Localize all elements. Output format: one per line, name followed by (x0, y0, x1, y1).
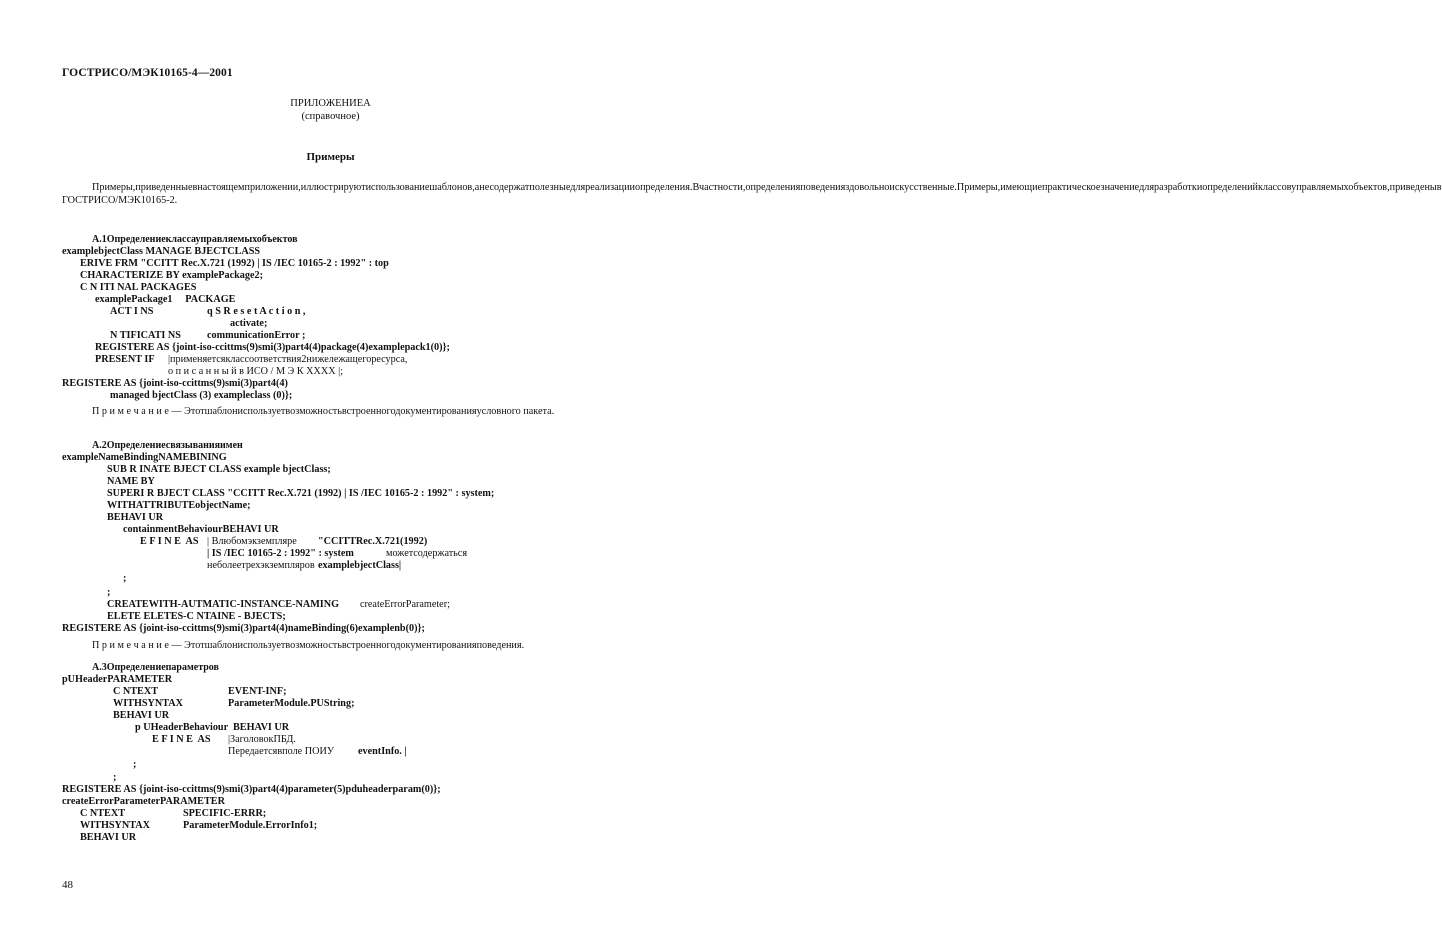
code-line: "CCITTRec.X.721(1992) (318, 536, 428, 547)
code-line: BEHAVI UR (113, 710, 170, 721)
note-a2: П р и м е ч а н и е — Этотшаблониспользуетвозможностьвстроенногодокументированияповедения. (92, 640, 525, 651)
code-line: REGISTERE AS {joint-iso-ccittms(9)smi(3)part4(4) (62, 378, 288, 389)
code-line: E F I N E AS (140, 536, 199, 547)
code-line: createErrorParameter; (360, 599, 450, 610)
code-line: managed bjectClass (3) exampleclass (0)}; (110, 390, 293, 401)
code-line: NAME BY (107, 476, 155, 487)
code-line: |ЗаголовокПБД. (228, 734, 296, 745)
code-line: p UHeaderBehaviour BEHAVI UR (135, 722, 290, 733)
code-line: REGISTERE AS {joint-iso-ccittms(9)smi(3)part4(4)package(4)examplepack1(0)}; (95, 342, 450, 353)
code-line: ; (133, 759, 137, 770)
code-line: BEHAVI UR (107, 512, 164, 523)
code-line: EVENT-INF; (228, 686, 287, 697)
code-line: C NTEXT (113, 686, 159, 697)
code-line: ERIVE FRM "CCITT Rec.X.721 (1992) | IS /IEC 10165-2 : 1992" : top (80, 258, 389, 269)
code-line: containmentBehaviourBEHAVI UR (123, 524, 279, 535)
intro-paragraph: Примеры,приведенныевнастоящемприложении,иллюстрируютиспользованиешаблонов,анесодержатполезныедляреализацииопределения.Вчастности,определенияповеденияздовольноискусственные.Примеры,имеющиепрактическоезначениедляразработкиопределенийклассовуправляемыхобъектов,приведеныв ГОСТРИСО/МЭК10165-2. (62, 182, 1442, 206)
code-line: неболеетрехэкземпляров (207, 560, 315, 571)
code-line: о п и с а н н ы й в ИСО / М Э К ХХХХ |; (168, 366, 344, 377)
code-line: CHARACTERIZE BY examplePackage2; (80, 270, 263, 281)
code-line: ParameterModule.ErrorInfo1; (183, 820, 318, 831)
code-line: WITHATTRIBUTEobjectName; (107, 500, 251, 511)
code-line: |применяетсяклассоответствия2нижележащегоресурса, (168, 354, 408, 365)
code-line: N TIFICATI NS (110, 330, 181, 341)
code-line: examplePackage1 PACKAGE (95, 294, 236, 305)
code-line: REGISTERE AS {joint-iso-ccittms(9)smi(3)part4(4)nameBinding(6)examplenb(0)}; (62, 623, 425, 634)
appendix-title: ПРИЛОЖЕНИЕА (290, 98, 371, 109)
code-line: activate; (230, 318, 268, 329)
code-line: C N ITI NAL PACKAGES (80, 282, 197, 293)
code-line: WITHSYNTAX (113, 698, 184, 709)
standard-header: ГОСТРИСО/МЭК10165-4—2001 (62, 67, 233, 79)
code-line: | Влюбомэкземпляре (207, 536, 297, 547)
code-line: communicationError ; (207, 330, 306, 341)
code-line: ; (123, 573, 127, 584)
code-line: REGISTERE AS {joint-iso-ccittms(9)smi(3)part4(4)parameter(5)pduheaderparam(0)}; (62, 784, 441, 795)
code-line: ; (107, 587, 111, 598)
code-line: SUB R INATE BJECT CLASS example bjectClass; (107, 464, 331, 475)
code-line: ; (113, 772, 117, 783)
code-line: PRESENT IF (95, 354, 155, 365)
code-line: examplebjectClass MANAGE BJECTCLASS (62, 246, 261, 257)
note-a1: П р и м е ч а н и е — Этотшаблониспользуетвозможностьвстроенногодокументированияусловного пакета. (92, 406, 555, 417)
appendix-note: (справочное) (301, 111, 360, 122)
code-line: eventInfo. | (358, 746, 407, 757)
code-line: CREATEWITH-AUTMATIC-INSTANCE-NAMING (107, 599, 340, 610)
code-line: pUHeaderPARAMETER (62, 674, 173, 685)
code-line: ParameterModule.PUString; (228, 698, 355, 709)
code-line: createErrorParameterPARAMETER (62, 796, 225, 807)
code-line: SUPERI R BJECT CLASS "CCITT Rec.X.721 (1992) | IS /IEC 10165-2 : 1992" : system; (107, 488, 495, 499)
code-line: BEHAVI UR (80, 832, 137, 843)
page-number: 48 (62, 879, 73, 891)
code-line: WITHSYNTAX (80, 820, 151, 831)
section-title: Примеры (306, 151, 355, 163)
code-line: SPECIFIC-ERRR; (183, 808, 267, 819)
code-line: можетсодержаться (386, 548, 468, 559)
code-line: q S R e s e t A c t i o n , (207, 306, 306, 317)
subsection-title-a3: А.3Определениепараметров (92, 662, 219, 673)
code-line: C NTEXT (80, 808, 126, 819)
subsection-title-a2: А.2Определениесвязыванияимен (92, 440, 243, 451)
code-line: exampleNameBindingNAMEBINING (62, 452, 227, 463)
code-line: | IS /IEC 10165-2 : 1992" : system (207, 548, 354, 559)
code-line: examplebjectClass| (318, 560, 402, 571)
code-line: E F I N E AS (152, 734, 211, 745)
code-line: ELETE ELETES-C NTAINE - BJECTS; (107, 611, 286, 622)
code-line: Передаетсявполе ПОИУ (228, 746, 335, 757)
subsection-title-a1: А.1Определениеклассауправляемыхобъектов (92, 234, 298, 245)
code-line: ACT I NS (110, 306, 154, 317)
